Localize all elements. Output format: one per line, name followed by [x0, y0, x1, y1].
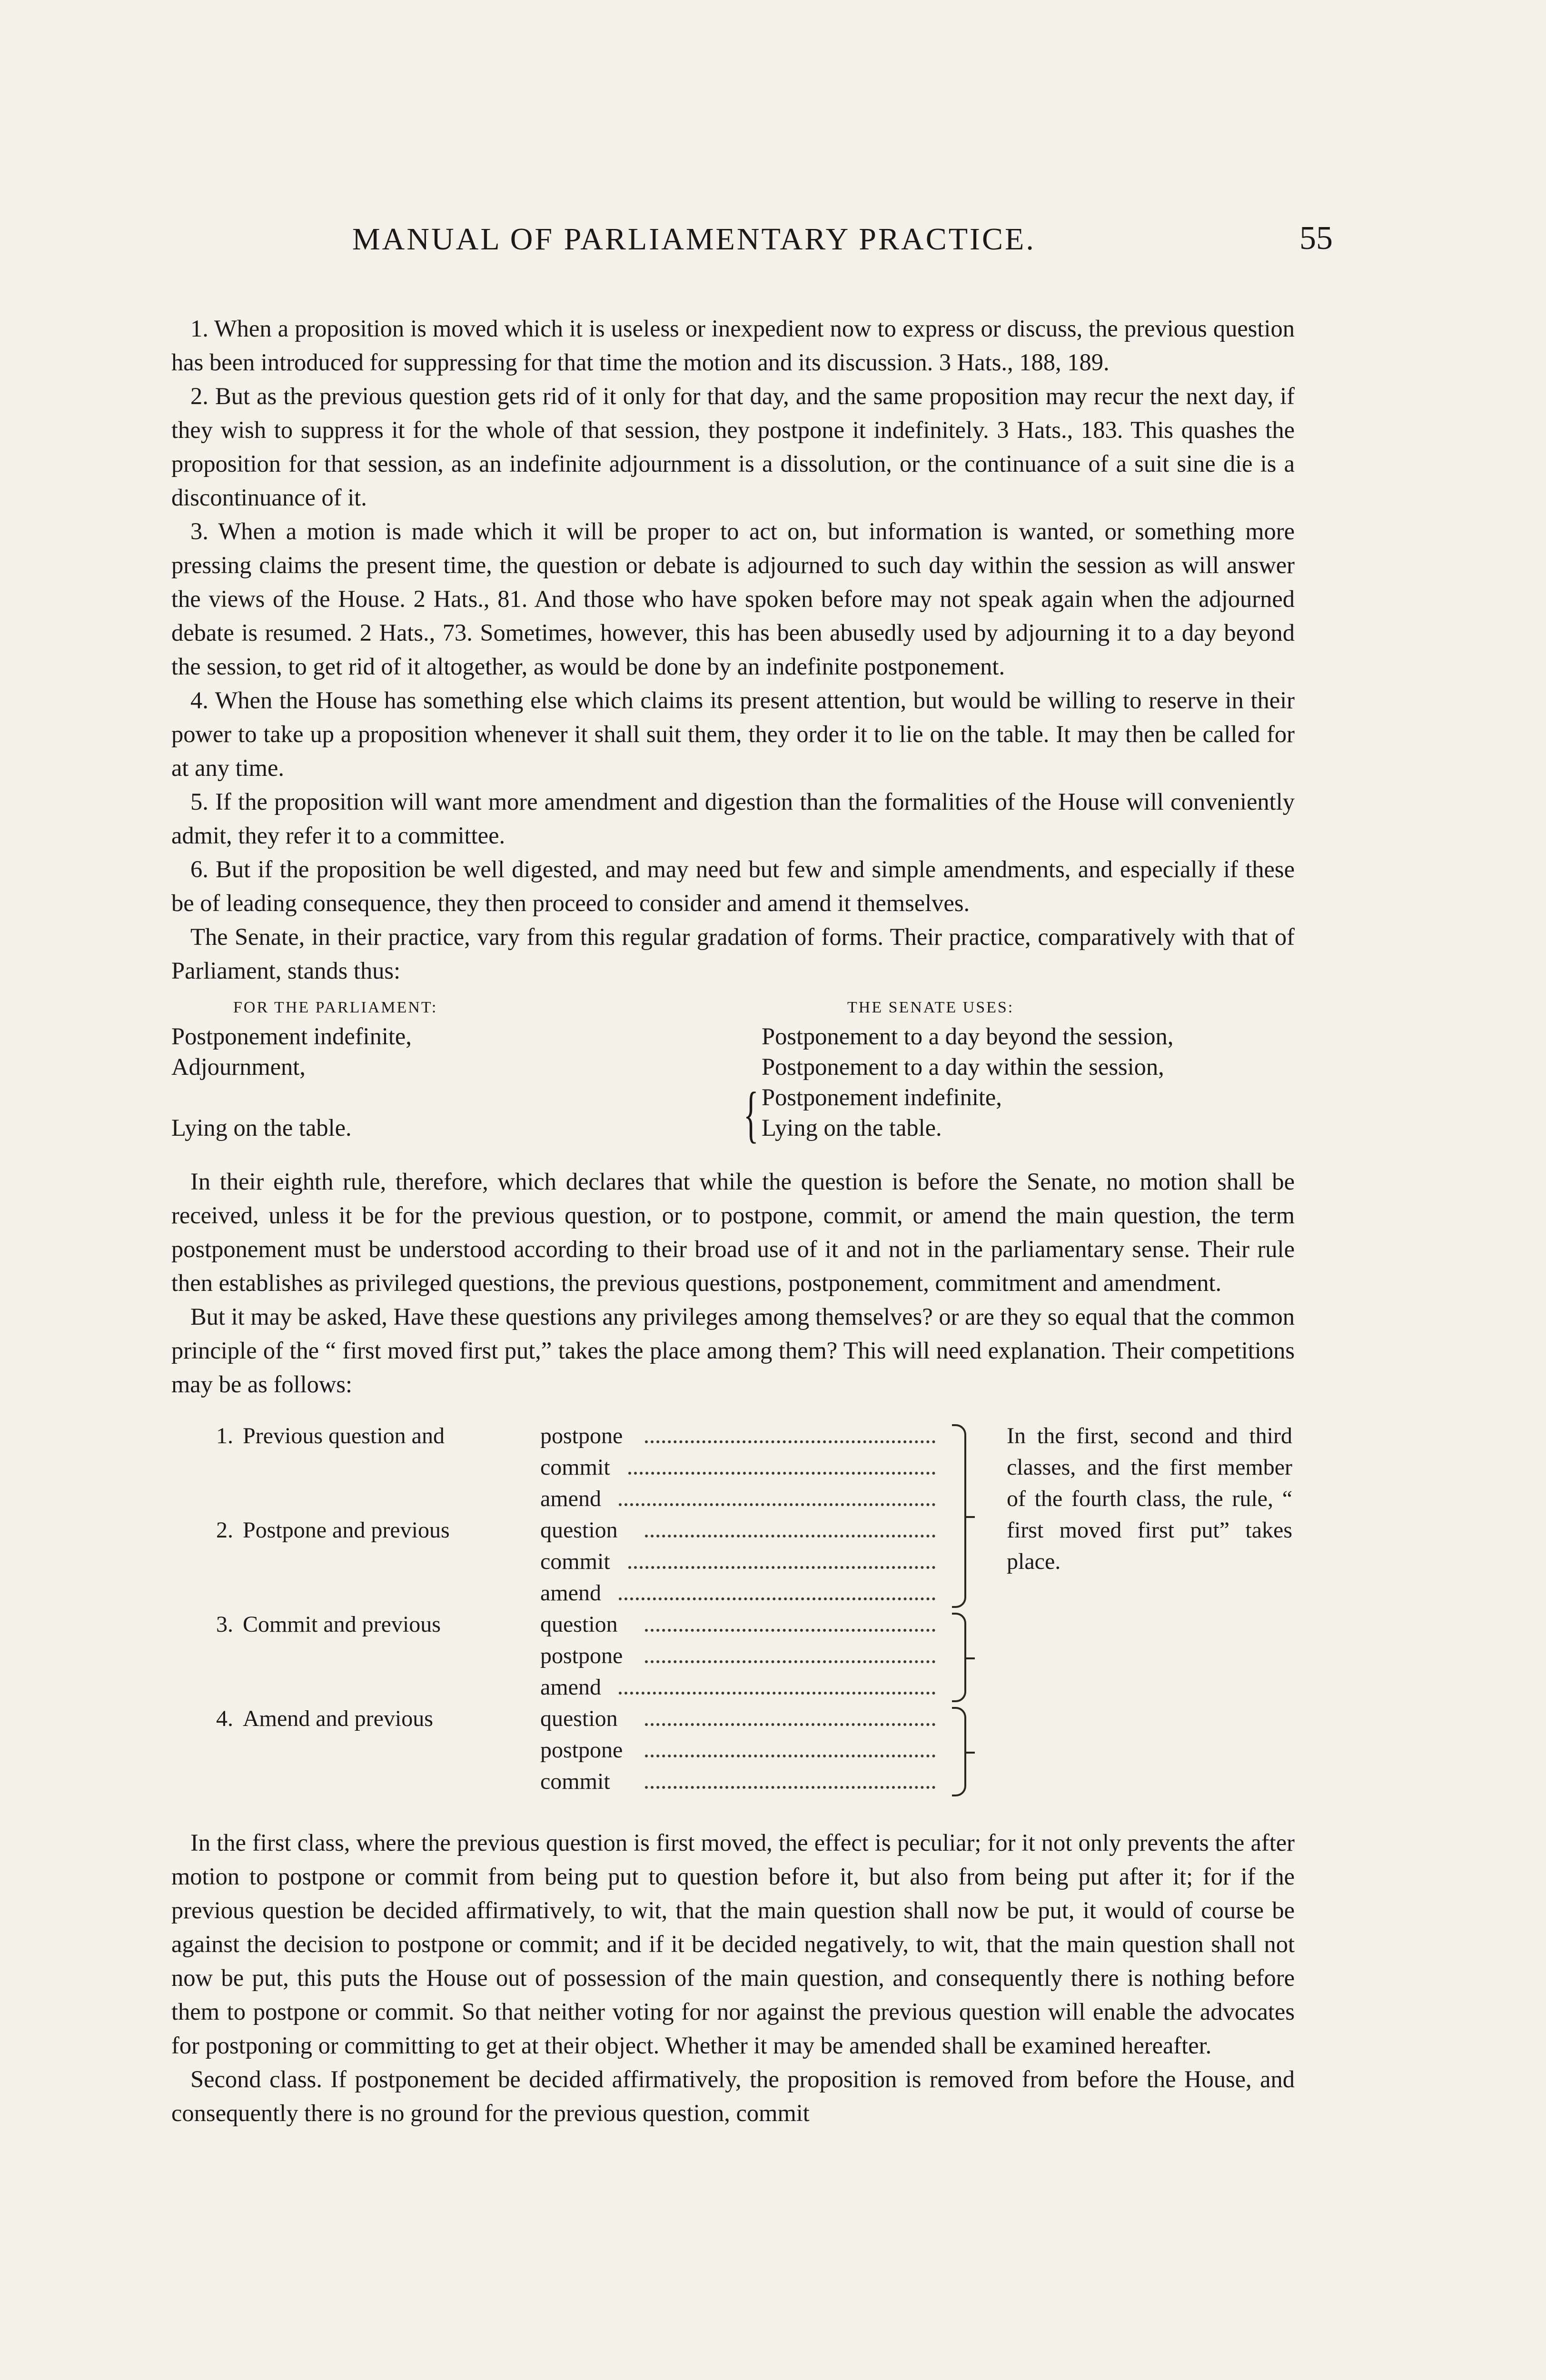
leader-dots: [645, 1723, 935, 1726]
class-label: Amend and previous: [243, 1706, 433, 1731]
leader-dots: [619, 1503, 935, 1506]
practice-comparison: [171, 992, 1295, 1147]
leader-dots: [645, 1755, 935, 1757]
motion: amend: [540, 1486, 601, 1511]
leader-dots: [645, 1786, 935, 1789]
motion: question: [540, 1612, 618, 1637]
class-number: 4.: [216, 1706, 233, 1731]
paragraph: 1. When a proposition is moved which it is useless or inexpedient now to express or discuss, the previous question has been introduced for suppressing for that time the motion and its discussion. 3 Hats., 188, 189.: [171, 315, 1295, 376]
motion: postpone: [540, 1737, 623, 1763]
paragraph: In the first class, where the previous question is first moved, the effect is peculiar; for it not only prevents the after motion to postpone or commit from being put to question before it, but also from being put after it; for if the previous question be decided affirmatively, to wit, that the main question shall now be put, it would of course be against the decision to postpone or commit; and if it be decided negatively, to wit, that the main question shall not now be put, this puts the House out of possession of the main question, and consequently there is nothing before them to postpone or commit. So that neither voting for nor against the previous question will enable the advocates for postponing or committing to get at their object. Whether it may be amended shall be examined hereafter.: [171, 1829, 1295, 2059]
left-brace: {: [743, 1079, 759, 1149]
paragraph: 4. When the House has something else which claims its present attention, but would be willing to reserve in their power to take up a proposition whenever it shall suit them, they order it to lie on the table. It may then be called for at any time.: [171, 687, 1295, 781]
paragraph: 2. But as the previous question gets rid of it only for that day, and the same proposition may recur the next day, if they wish to suppress it for the whole of that session, they postpone it indefinitely. 3 Hats., 183. This quashes the proposition for that session, as an indefinite adjournment is a dissolution, or the continuance of a suit sine die is a discontinuance of it.: [171, 383, 1295, 511]
right-brace: [952, 1707, 966, 1796]
right-brace: [952, 1424, 966, 1608]
motion: amend: [540, 1580, 601, 1606]
parliament-item: Postponement indefinite,: [171, 1023, 412, 1050]
senate-item: Postponement indefinite,: [762, 1084, 1002, 1111]
leader-dots: [628, 1472, 935, 1475]
class-label: Previous question and: [243, 1423, 445, 1448]
right-brace: [952, 1613, 966, 1702]
parliament-item: Lying on the table.: [171, 1114, 352, 1141]
motion: commit: [540, 1455, 610, 1480]
senate-item: Postponement to a day within the session,: [762, 1053, 1164, 1080]
motion: postpone: [540, 1423, 623, 1448]
leader-dots: [628, 1566, 935, 1569]
paragraph: 3. When a motion is made which it will be proper to act on, but information is wanted, or something more pressing claims the present time, the question or debate is adjourned to such day within the session as will answer the views of the House. 2 Hats., 81. And those who have spoken before may not speak again when the adjourned debate is resumed. 2 Hats., 73. Sometimes, however, this has been abusedly used by adjourning it to a day beyond the session, to get rid of it altogether, as would be done by an indefinite postponement.: [171, 518, 1295, 680]
leader-dots: [645, 1440, 935, 1443]
parliament-heading: FOR THE PARLIAMENT:: [233, 999, 438, 1016]
senate-item: Postponement to a day beyond the session,: [762, 1023, 1174, 1050]
motion: question: [540, 1706, 618, 1731]
leader-dots: [619, 1692, 935, 1695]
page-number: 55: [1299, 220, 1333, 257]
paragraph: 6. But if the proposition be well digested, and may need but few and simple amendments, and especially if these be of leading consequence, they then proceed to consider and amend it themselves.: [171, 856, 1295, 916]
leader-dots: [645, 1629, 935, 1632]
motion: postpone: [540, 1643, 623, 1668]
leader-dots: [619, 1597, 935, 1600]
paragraph: The Senate, in their practice, vary from this regular gradation of forms. Their practice, comparatively with that of Parliament, stands thus:: [171, 923, 1295, 984]
parliament-item: Adjournment,: [171, 1053, 306, 1080]
class-number: 2.: [216, 1517, 233, 1543]
competitions-table: [171, 1420, 1295, 1806]
paragraph: 5. If the proposition will want more amendment and digestion than the formalities of the House will conveniently admit, they refer it to a committee.: [171, 788, 1295, 849]
motion: question: [540, 1517, 618, 1543]
class-number: 3.: [216, 1612, 233, 1637]
body-text: [171, 312, 1295, 2130]
page-header: [352, 220, 1333, 259]
class-label: Postpone and previous: [243, 1517, 450, 1543]
leader-dots: [645, 1535, 935, 1537]
class-label: Commit and previous: [243, 1612, 441, 1637]
class-number: 1.: [216, 1423, 233, 1448]
running-title: MANUAL OF PARLIAMENTARY PRACTICE.: [352, 222, 1036, 257]
paragraph: Second class. If postponement be decided affirmatively, the proposition is removed from before the House, and consequently there is no ground for the previous question, commit: [171, 2066, 1295, 2126]
motion: amend: [540, 1675, 601, 1700]
senate-heading: THE SENATE USES:: [847, 999, 1014, 1016]
leader-dots: [645, 1660, 935, 1663]
competitions-note: In the first, second and third classes, and the first member of the fourth class, the rule, “ first moved first put” takes place.: [1007, 1423, 1292, 1574]
senate-item: Lying on the table.: [762, 1114, 942, 1141]
motion: commit: [540, 1549, 610, 1574]
paragraph: But it may be asked, Have these questions any privileges among themselves? or are they so equal that the common principle of the “ first moved first put,” takes the place among them? This will need explanation. Their competitions may be as follows:: [171, 1303, 1295, 1398]
paragraph: In their eighth rule, therefore, which declares that while the question is before the Senate, no motion shall be received, unless it be for the previous question, or to postpone, commit, or amend the main question, the term postponement must be understood according to their broad use of it and not in the parliamentary sense. Their rule then establishes as privileged questions, the previous questions, postponement, commitment and amendment.: [171, 1168, 1295, 1296]
motion: commit: [540, 1769, 610, 1794]
